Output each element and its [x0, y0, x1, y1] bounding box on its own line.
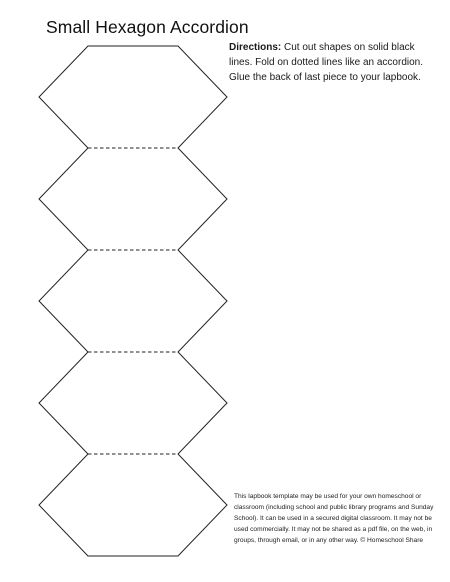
directions-text [229, 40, 434, 85]
page-title: Small Hexagon Accordion [46, 17, 249, 37]
directions-body: Cut out shapes on solid black lines. Fold on dotted lines like an accordion. Glue the back of last piece to your lapbook. [229, 42, 424, 83]
hexagon-cut-outline [39, 46, 227, 556]
copyright-notice: This lapbook template may be used for your own homeschool or classroom (including school and public library programs and Sunday School). It can be used in a secured digital classroom. It may not be used commercially. It may not be shared as a pdf file, on the web, in groups, through email, or in any other way. © Homeschool Share [234, 493, 434, 545]
directions-label: Directions: [229, 42, 285, 53]
